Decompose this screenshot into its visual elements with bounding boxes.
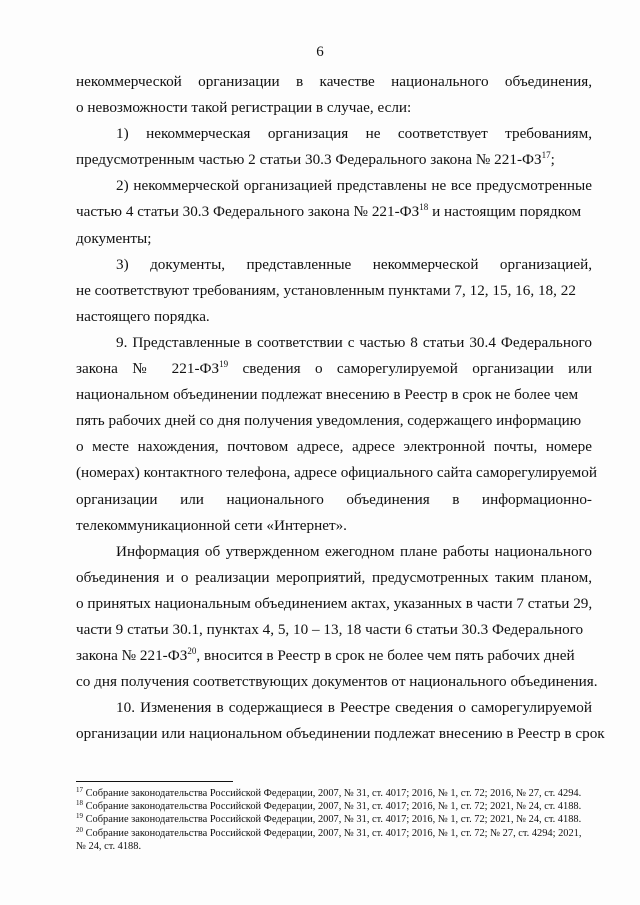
footnote-text: Собрание законодательства Российской Федерации, 2007, № 31, ст. 4017; 2016, № 1, ст. 72; 2021, № 24, ст. 4188. [83, 814, 582, 826]
text-line-content: 2) некоммерческой организацией представлены не все предусмотренные [116, 177, 592, 195]
text-line [76, 69, 592, 95]
footnote [76, 827, 596, 840]
footnote-reference: 17 [541, 150, 551, 161]
text-line-content: частью 4 статьи 30.3 Федерального закона № 221-ФЗ [76, 203, 420, 221]
text-line-continuation: и настоящим порядком [428, 203, 582, 221]
text-line-content: 10. Изменения в содержащиеся в Реестре сведения о саморегулируемой [116, 699, 592, 717]
text-line-content: о месте нахождения, почтовом адресе, адресе электронной почты, номере [76, 438, 592, 456]
text-line [76, 278, 592, 304]
text-line-content: закона № 221-ФЗ [76, 647, 188, 665]
footnote-number: 19 [76, 812, 83, 821]
text-line [76, 252, 592, 278]
text-line [76, 460, 597, 486]
text-line [76, 565, 592, 591]
footnote-number: 18 [76, 799, 83, 808]
text-line [76, 643, 592, 669]
text-line [76, 121, 592, 147]
text-line [76, 721, 605, 747]
text-line-content: части 9 статьи 30.1, пунктах 4, 5, 10 – 13, 18 части 6 статьи 30.3 Федерального [76, 620, 584, 638]
text-line [76, 226, 592, 252]
footnotes [76, 787, 596, 853]
text-line-content: документы; [76, 229, 152, 247]
text-line-content: организации или национальном объединении подлежат внесению в Реестр в срок [76, 725, 605, 743]
text-line [76, 695, 592, 721]
text-line-continuation: сведения о саморегулируемой организации или [228, 360, 592, 378]
text-line-content: телекоммуникационной сети «Интернет». [76, 516, 347, 534]
text-line [76, 147, 592, 173]
footnote-text: № 24, ст. 4188. [76, 840, 142, 852]
text-line [76, 173, 592, 199]
footnote [76, 840, 596, 853]
text-line-continuation: ; [550, 151, 555, 169]
text-line-content: Информация об утвержденном ежегодном плане работы национального [116, 542, 592, 560]
text-line [76, 617, 592, 643]
footnote-reference: 18 [419, 202, 429, 213]
text-line-content: пять рабочих дней со дня получения уведомления, содержащего информацию [76, 412, 582, 430]
text-line-content: о принятых национальным объединением актах, указанных в части 7 статьи 29, [76, 594, 593, 612]
footnote-reference: 19 [219, 359, 229, 370]
text-line [76, 669, 598, 695]
text-line [76, 382, 592, 408]
text-line-content: предусмотренным частью 2 статьи 30.3 Федерального закона № 221-ФЗ [76, 151, 542, 169]
text-line-content: организации или национального объединения в информационно- [76, 490, 592, 508]
text-line-content: не соответствуют требованиям, установленным пунктами 7, 12, 15, 16, 18, 22 [76, 281, 576, 299]
text-line [76, 304, 592, 330]
footnote-number: 17 [76, 786, 83, 794]
footnote-reference: 20 [187, 646, 197, 657]
footnote-number: 20 [76, 825, 83, 834]
text-line [76, 434, 592, 460]
footnote-text: Собрание законодательства Российской Федерации, 2007, № 31, ст. 4017; 2016, № 1, ст. 72; 2016, № 27, ст. 4294. [83, 788, 582, 799]
footnote-separator [76, 781, 233, 782]
document-body [76, 69, 605, 747]
text-line [76, 199, 592, 225]
text-line [76, 330, 592, 356]
text-line-content: со дня получения соответствующих документов от национального объединения. [76, 673, 598, 691]
footnote [76, 813, 596, 826]
text-line [76, 487, 592, 513]
text-line [76, 356, 592, 382]
text-line-content: 1) некоммерческая организация не соответствует требованиям, [116, 125, 592, 143]
text-line-content: 3) документы, представленные некоммерческой организацией, [116, 255, 592, 273]
page-number: 6 [316, 44, 324, 60]
footnote-text: Собрание законодательства Российской Федерации, 2007, № 31, ст. 4017; 2016, № 1, ст. 72; 2021, № 24, ст. 4188. [83, 801, 582, 813]
text-line [76, 95, 592, 121]
text-line-content: закона № 221-ФЗ [76, 360, 220, 378]
text-line-content: (номерах) контактного телефона, адресе официального сайта саморегулируемой [76, 464, 597, 482]
text-line-content: национальном объединении подлежат внесению в Реестр в срок не более чем [76, 386, 579, 404]
text-line-content: 9. Представленные в соответствии с частью 8 статьи 30.4 Федерального [116, 333, 592, 351]
text-line-content: о невозможности такой регистрации в случае, если: [76, 99, 412, 117]
text-line-continuation: , вносится в Реестр в срок не более чем пять рабочих дней [196, 647, 575, 665]
footnote [76, 787, 596, 800]
text-line [76, 408, 592, 434]
text-line [76, 539, 592, 565]
text-line-content: некоммерческой организации в качестве национального объединения, [76, 73, 592, 90]
text-line [76, 591, 592, 617]
text-line [76, 513, 592, 539]
text-line-content: объединения и о реализации мероприятий, предусмотренных таким планом, [76, 568, 592, 586]
text-line-content: настоящего порядка. [76, 307, 210, 325]
footnote-text: Собрание законодательства Российской Федерации, 2007, № 31, ст. 4017; 2016, № 1, ст. 72; № 27, ст. 4294; 2021, [83, 827, 582, 839]
footnote [76, 800, 596, 813]
